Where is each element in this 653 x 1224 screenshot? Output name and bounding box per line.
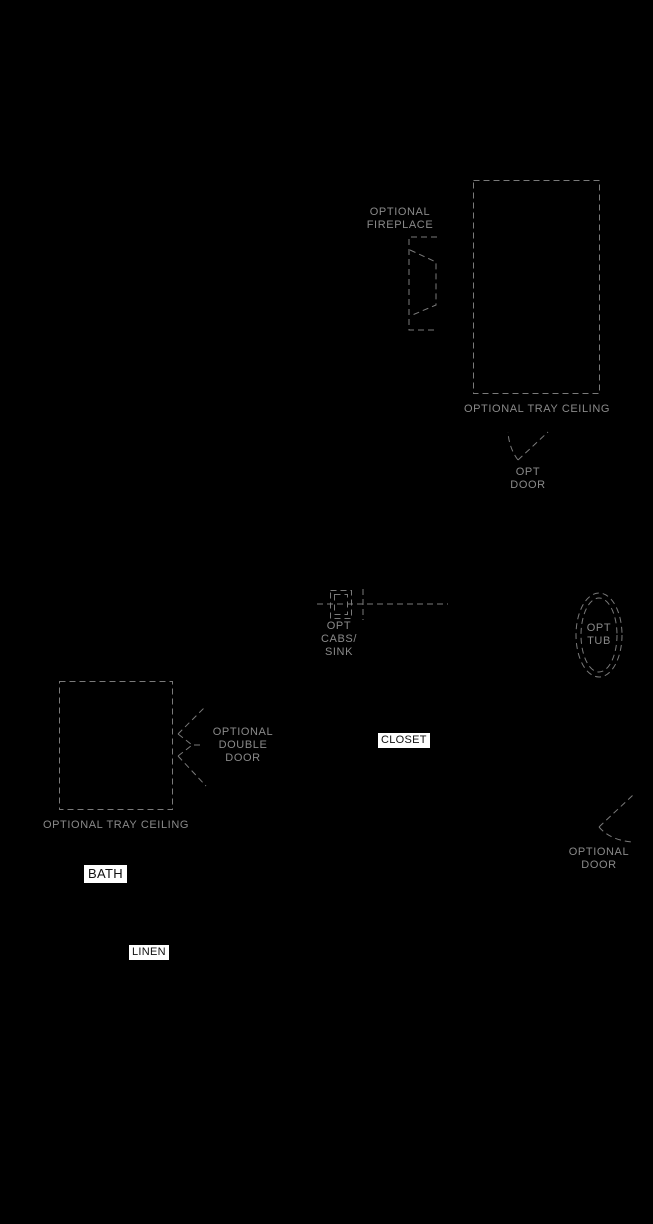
label-optional-tray-ceiling-upper: OPTIONAL TRAY CEILING [463,403,611,415]
door-swing-upper [508,432,548,460]
label-optional-double-door: OPTIONAL DOUBLE DOOR [212,726,274,764]
label-opt-door-upper: OPT DOOR [510,466,546,491]
door-swing-right [599,795,633,842]
room-tag-bath: BATH [84,865,127,883]
room-tag-closet: CLOSET [378,733,430,748]
double-door-swing [178,706,206,786]
tray-ceiling-outline-lower [60,682,173,810]
tray-ceiling-outline-upper [474,181,600,394]
fireplace-outline [409,237,437,330]
room-tag-linen: LINEN [129,945,169,960]
label-optional-tray-ceiling-lower: OPTIONAL TRAY CEILING [42,819,190,831]
label-optional-door-right: OPTIONAL DOOR [568,846,630,871]
cabs-sink-outline [317,589,448,620]
label-opt-cabs-sink: OPT CABS/ SINK [320,620,357,658]
label-opt-tub: OPT TUB [586,622,612,647]
label-optional-fireplace: OPTIONAL FIREPLACE [366,206,434,231]
